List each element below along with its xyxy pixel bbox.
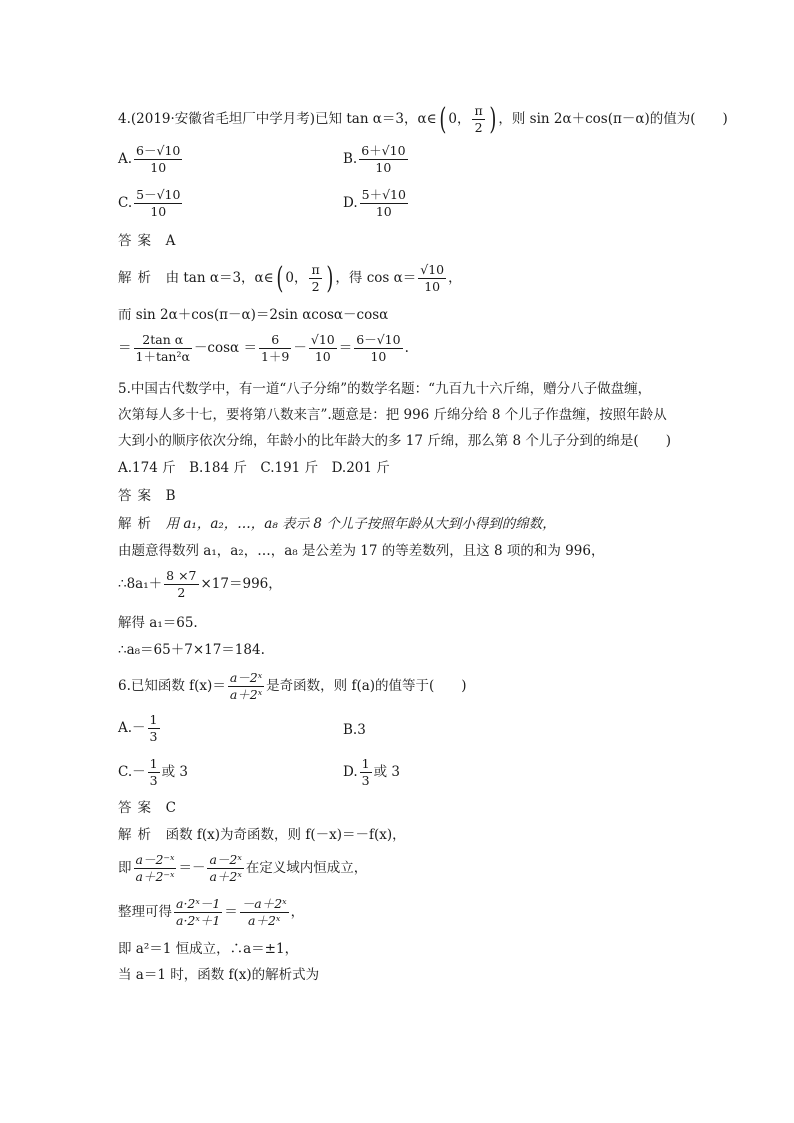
q4-option-b: B. $\frac{6+√10}{10}$ xyxy=(343,143,406,175)
q6-option-a: A.－ $\frac{1}{3}$ xyxy=(118,712,158,744)
q5-solution-line-3: ∴8a₁＋ $\frac{8 \times 7}{2}$ ×17＝996， xyxy=(118,568,282,600)
q5-stem-line-1: 5.中国古代数学中，有一道“八子分绵”的数学名题：“九百九十六斤绵，赠分八子做盘缠， xyxy=(118,381,652,397)
q4-solution-line-3: ＝ $\frac{\text{2tan α}}{\text{1＋tan²α}}$ －cosα ＝ $\frac{6}{1+9}$ － $\frac{√10}{10}$ ＝ $\frac{6-√10}{10}$ . xyxy=(118,332,409,364)
answer-value: B xyxy=(165,488,176,504)
q6-solution-line-2: 即 $\frac{\text{a－2⁻ˣ}}{\text{a＋2⁻ˣ}}$ ＝－ $\frac{\text{a－2ˣ}}{\text{a＋2ˣ}}$ 在定义域内恒成立， xyxy=(118,852,368,884)
q4-solution-line-1: 解析 由 tan α＝3，α∈( 0， $\frac{\pi}{2}$ ) ，得 cos α＝ $\frac{√10}{10}$ ， xyxy=(118,260,462,296)
q4-stem-text-b: ，则 sin 2α＋cos(π－α)的值为( ) xyxy=(498,111,728,127)
q6-option-c: C.－ $\frac{1}{3}$ 或 3 xyxy=(118,756,188,788)
q6-answer xyxy=(118,799,176,817)
answer-value: C xyxy=(165,800,176,816)
q6-solution-line-1: 解析 函数 f(x)为奇函数，则 f(－x)＝－f(x)， xyxy=(118,827,406,843)
q4-stem: 4.(2019·安徽省毛坦厂中学月考)已知 tan α＝3，α∈( 0， $\frac{\pi}{2}$ ) ，则 sin 2α＋cos(π－α)的值为( ) xyxy=(118,101,728,137)
answer-value: A xyxy=(165,233,176,249)
q5-solution-line-2: 由题意得数列 a₁，a₂，…，a₈ 是公差为 17 的等差数列，且这 8 项的和为 996， xyxy=(118,543,605,559)
q4-interval-left: 0， xyxy=(448,111,471,127)
q5-options: A.174 斤 B.184 斤 C.191 斤 D.201 斤 xyxy=(118,460,390,476)
q4-option-c: C. $\frac{5-√10}{10}$ xyxy=(118,187,181,219)
answer-label: 答案 xyxy=(118,800,157,816)
q6-solution-line-3: 整理可得 $\frac{\text{a·2ˣ－1}}{\text{a·2ˣ＋1}}$ ＝ $\frac{\text{－a＋2ˣ}}{\text{a＋2ˣ}}$ ， xyxy=(118,896,305,928)
analysis-label: 解析 xyxy=(118,270,157,286)
q4-answer xyxy=(118,232,175,250)
q5-stem-line-2: 次第每人多十七，要将第八数来言”.题意是：把 996 斤绵分给 8 个儿子作盘缠，按照年龄从 xyxy=(118,407,667,423)
q4-solution-line-2: 而 sin 2α＋cos(π－α)＝2sin αcosα－cosα xyxy=(118,307,389,323)
q5-solution-line-4: 解得 a₁＝65. xyxy=(118,615,198,631)
q6-solution-line-4: 即 a²＝1 恒成立，∴a＝±1， xyxy=(118,941,299,957)
q4-interval-fraction: $\frac{\pi}{2}$ xyxy=(474,103,483,135)
q4-option-d: D. $\frac{5+√10}{10}$ xyxy=(343,187,406,219)
q6-option-d: D. $\frac{1}{3}$ 或 3 xyxy=(343,756,400,788)
q6-solution-line-5: 当 a＝1 时，函数 f(x)的解析式为 xyxy=(118,967,320,983)
analysis-label: 解析 xyxy=(118,827,157,843)
q6-stem: 6.已知函数 f(x)＝ $\frac{\text{a－2ˣ}}{\text{a＋2ˣ}}$ 是奇函数，则 f(a)的值等于( ) xyxy=(118,670,467,702)
q4-stem-text-a: 4.(2019·安徽省毛坦厂中学月考)已知 tan α＝3，α∈ xyxy=(118,111,437,127)
q5-solution-line-5: ∴a₈＝65＋7×17＝184. xyxy=(118,642,265,658)
q5-solution-line-1: 解析 用 a₁，a₂，…，a₈ 表示 8 个儿子按照年龄从大到小得到的绵数， xyxy=(118,516,556,532)
q5-answer xyxy=(118,487,176,505)
q4-option-a: A. $\frac{6-√10}{10}$ xyxy=(118,143,181,175)
q5-stem-line-3: 大到小的顺序依次分绵，年龄小的比年龄大的多 17 斤绵，那么第 8 个儿子分到的绵是( ) xyxy=(118,433,671,449)
answer-label: 答案 xyxy=(118,488,157,504)
q6-option-b: B.3 xyxy=(343,722,366,738)
answer-label: 答案 xyxy=(118,233,157,249)
analysis-label: 解析 xyxy=(118,516,157,532)
